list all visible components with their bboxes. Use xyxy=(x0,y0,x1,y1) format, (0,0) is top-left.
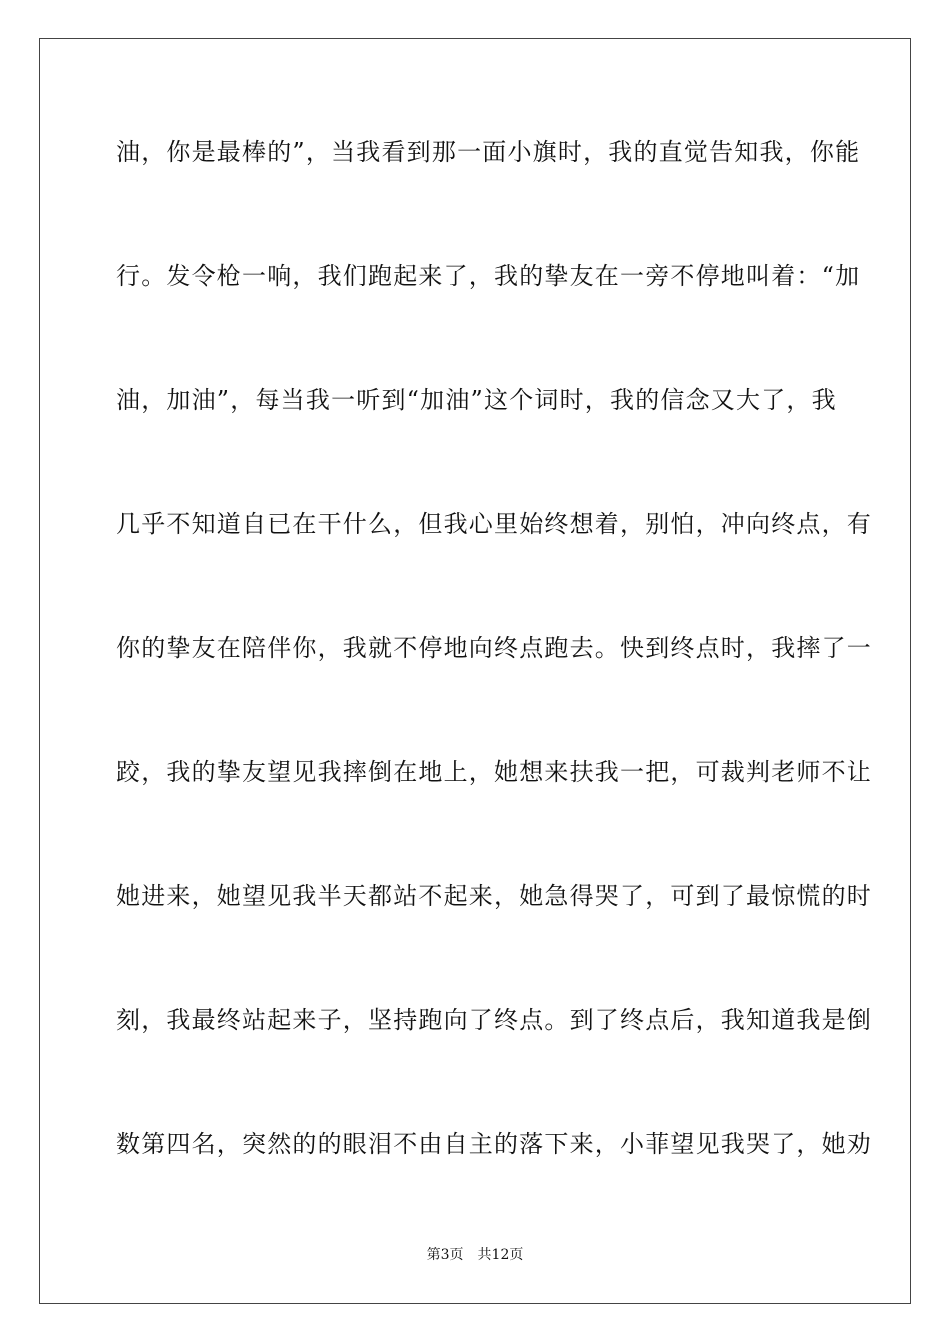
body-text-line-6: 跤，我的挚友望见我摔倒在地上，她想来扶我一把，可裁判老师不让 xyxy=(116,758,872,786)
page-total: 共12页 xyxy=(477,1247,524,1263)
body-text-line-8: 刻，我最终站起来子，坚持跑向了终点。到了终点后，我知道我是倒 xyxy=(116,1006,872,1034)
body-text-line-1: 油，你是最棒的”，当我看到那一面小旗时，我的直觉告知我，你能 xyxy=(116,138,861,166)
body-text-line-4: 几乎不知道自已在干什么，但我心里始终想着，别怕，冲向终点，有 xyxy=(116,510,872,538)
body-text-line-2: 行。发令枪一响，我们跑起来了，我的挚友在一旁不停地叫着：“加 xyxy=(116,262,861,290)
body-text-line-9: 数第四名，突然的的眼泪不由自主的落下来，小菲望见我哭了，她劝 xyxy=(116,1130,872,1158)
page-footer xyxy=(0,1246,950,1264)
body-text-line-7: 她进来，她望见我半天都站不起来，她急得哭了，可到了最惊慌的时 xyxy=(116,882,872,910)
body-text-line-5: 你的挚友在陪伴你，我就不停地向终点跑去。快到终点时，我摔了一 xyxy=(116,634,872,662)
page-number: 第3页 xyxy=(426,1247,464,1263)
page-frame xyxy=(39,38,911,1304)
body-text-line-3: 油，加油”，每当我一听到“加油”这个词时，我的信念又大了，我 xyxy=(116,386,837,414)
